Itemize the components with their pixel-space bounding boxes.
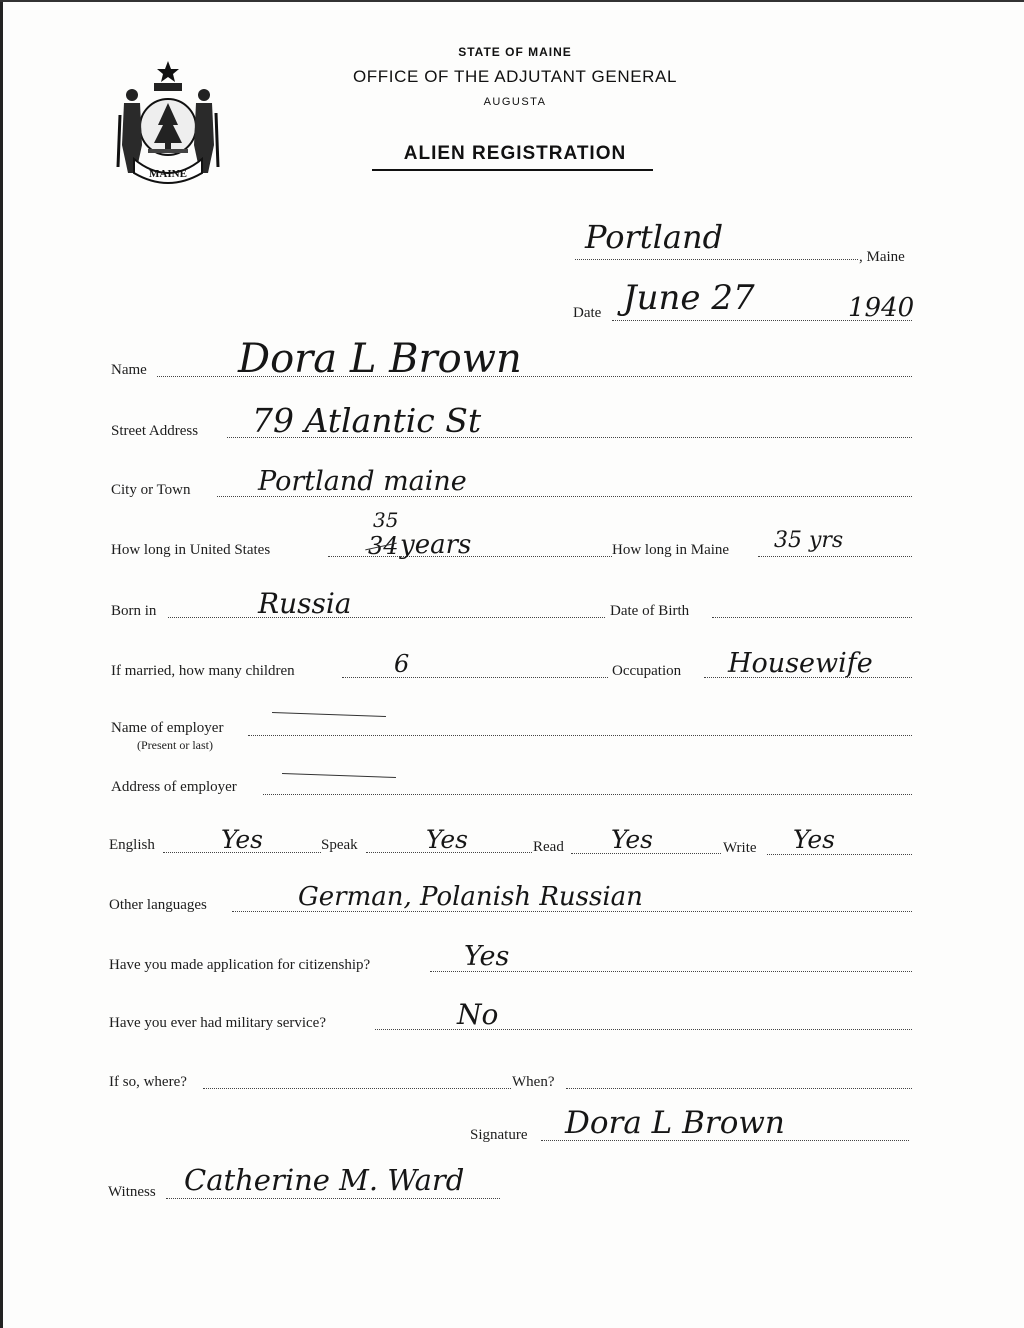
speak-label: Speak bbox=[321, 837, 358, 853]
how-long-us-label: How long in United States bbox=[111, 542, 271, 558]
how-long-us-struck-value: 34 bbox=[368, 532, 399, 560]
witness-value: Catherine M. Ward bbox=[184, 1163, 465, 1197]
witness-field-line bbox=[166, 1198, 500, 1199]
header-office: OFFICE OF THE ADJUTANT GENERAL bbox=[352, 67, 678, 86]
other-languages-label: Other languages bbox=[109, 897, 207, 913]
how-long-maine-field-line bbox=[758, 556, 912, 557]
how-long-maine-value: 35 yrs bbox=[774, 528, 844, 553]
employer-name-field-line bbox=[248, 735, 912, 736]
maine-label: , Maine bbox=[859, 249, 905, 265]
write-label: Write bbox=[723, 840, 757, 856]
military-value: No bbox=[457, 998, 499, 1031]
born-in-value: Russia bbox=[258, 587, 352, 620]
when-label: When? bbox=[512, 1074, 555, 1090]
speak-value: Yes bbox=[426, 825, 468, 854]
town-value: Portland bbox=[585, 218, 724, 256]
children-value: 6 bbox=[394, 650, 410, 678]
name-label: Name bbox=[111, 362, 147, 378]
occupation-label: Occupation bbox=[612, 663, 682, 679]
english-value: Yes bbox=[221, 825, 263, 854]
form-title: ALIEN REGISTRATION bbox=[403, 143, 627, 164]
children-label: If married, how many children bbox=[111, 663, 295, 679]
name-value: Dora L Brown bbox=[238, 336, 522, 382]
date-of-birth-field-line bbox=[712, 617, 912, 618]
employer-note-label: (Present or last) bbox=[137, 738, 213, 752]
employer-name-label: Name of employer bbox=[111, 720, 224, 736]
how-long-maine-label: How long in Maine bbox=[612, 542, 730, 558]
scan-edge-left bbox=[0, 0, 3, 1328]
street-address-value: 79 Atlantic St bbox=[252, 401, 482, 440]
write-field-line bbox=[767, 854, 912, 855]
maine-state-seal bbox=[112, 55, 224, 185]
english-label: English bbox=[109, 837, 155, 853]
military-field-line bbox=[375, 1029, 912, 1030]
born-in-label: Born in bbox=[111, 603, 157, 619]
occupation-value: Housewife bbox=[728, 648, 873, 679]
seal-text: MAINE bbox=[149, 168, 187, 180]
street-address-label: Street Address bbox=[111, 423, 199, 439]
header-city: AUGUSTA bbox=[483, 96, 547, 108]
how-long-us-corrected-value: 35 bbox=[373, 508, 399, 532]
if-so-where-field-line bbox=[203, 1088, 511, 1089]
other-languages-value: German, Polanish Russian bbox=[298, 882, 643, 912]
read-value: Yes bbox=[611, 825, 653, 854]
employer-address-field-line bbox=[263, 794, 912, 795]
citizenship-value: Yes bbox=[464, 941, 510, 972]
date-month-day-value: June 27 bbox=[623, 278, 755, 318]
signature-value: Dora L Brown bbox=[565, 1105, 785, 1141]
employer-address-dash bbox=[282, 773, 396, 778]
title-underline bbox=[372, 169, 653, 171]
how-long-us-unit-value: years bbox=[400, 530, 472, 560]
read-label: Read bbox=[533, 839, 564, 855]
city-or-town-value: Portland maine bbox=[258, 466, 467, 497]
date-year-value: 1940 bbox=[848, 293, 915, 323]
witness-label: Witness bbox=[108, 1184, 156, 1200]
children-field-line bbox=[342, 677, 608, 678]
employer-address-label: Address of employer bbox=[111, 779, 237, 795]
date-label: Date bbox=[573, 305, 602, 321]
town-field-line bbox=[575, 259, 858, 260]
header-state: STATE OF MAINE bbox=[458, 45, 572, 59]
scan-edge-top bbox=[0, 0, 1024, 2]
born-in-field-line bbox=[168, 617, 605, 618]
employer-name-dash bbox=[272, 712, 386, 717]
signature-label: Signature bbox=[470, 1127, 528, 1143]
date-of-birth-label: Date of Birth bbox=[610, 603, 690, 619]
citizenship-label: Have you made application for citizenship? bbox=[109, 957, 371, 973]
when-field-line bbox=[566, 1088, 912, 1089]
if-so-where-label: If so, where? bbox=[109, 1074, 187, 1090]
military-label: Have you ever had military service? bbox=[109, 1015, 326, 1031]
city-or-town-label: City or Town bbox=[111, 482, 191, 498]
write-value: Yes bbox=[793, 825, 835, 854]
